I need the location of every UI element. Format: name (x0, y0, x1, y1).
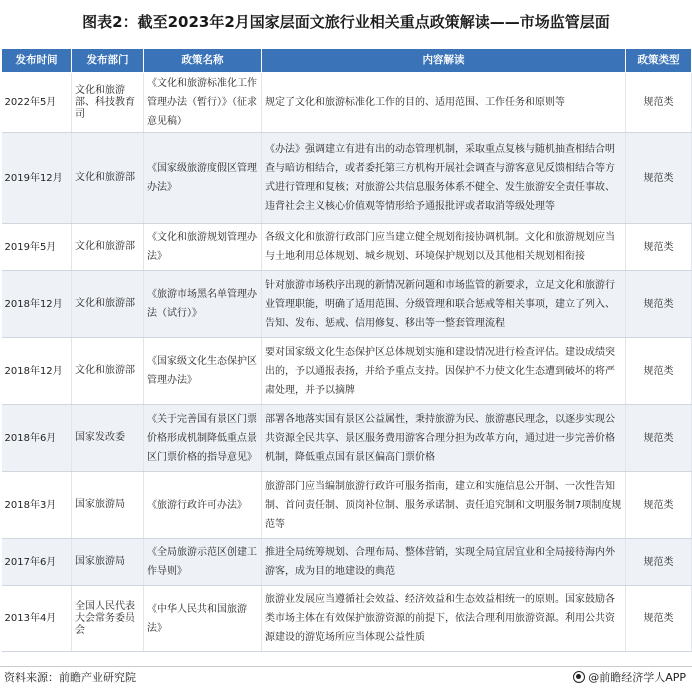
cell-policy-type: 规范类 (626, 224, 692, 271)
policy-table (1, 48, 692, 652)
table-row (2, 586, 692, 652)
cell-dept: 国家旅游局 (72, 472, 144, 539)
cell-dept: 文化和旅游部 (72, 224, 144, 271)
table-row (2, 73, 692, 133)
cell-description: 部署各地落实国有景区公益属性，秉持旅游为民、旅游惠民理念，以逐步实现公共资源全民共享、景区服务费用游客合理分担为改革方向，通过进一步完善价格机制，降低重点国有景区偏高门票价格 (262, 405, 626, 472)
cell-description: 要对国家级文化生态保护区总体规划实施和建设情况进行检查评估。建设成绩突出的，予以通报表扬，并给予重点支持。因保护不力使文化生态遭到破坏的将严肃处理，并予以摘牌 (262, 338, 626, 405)
cell-policy-name: 《文化和旅游规划管理办法》 (144, 224, 262, 271)
cell-policy-type: 规范类 (626, 133, 692, 224)
header-type: 政策类型 (626, 49, 692, 73)
footer-divider (0, 666, 692, 667)
cell-policy-name: 《文化和旅游标准化工作管理办法（暂行）》（征求意见稿） (144, 73, 262, 133)
cell-policy-type: 规范类 (626, 539, 692, 586)
header-name: 政策名称 (144, 49, 262, 73)
chart-title: 图表2：截至2023年2月国家层面文旅行业相关重点政策解读——市场监管层面 (82, 13, 610, 31)
cell-date: 2019年5月 (2, 224, 72, 271)
cell-description: 《办法》强调建立有进有出的动态管理机制，采取重点复核与随机抽查相结合明查与暗访相结合，或者委托第三方机构开展社会调查与游客意见反馈相结合等方式进行管理和复核；对旅游公共信息服务体系不健全、发生旅游安全责任事故、违背社会主义核心价值观等情形给予通报批评或者取消等级处理等 (262, 133, 626, 224)
table-row (2, 133, 692, 224)
cell-policy-name: 《国家级文化生态保护区管理办法》 (144, 338, 262, 405)
cell-dept: 国家旅游局 (72, 539, 144, 586)
cell-policy-name: 《旅游行政许可办法》 (144, 472, 262, 539)
header-dept: 发布部门 (72, 49, 144, 73)
table-row (2, 224, 692, 271)
cell-policy-name: 《关于完善国有景区门票价格形成机制降低重点景区门票价格的指导意见》 (144, 405, 262, 472)
cell-date: 2013年4月 (2, 586, 72, 652)
cell-policy-name: 《中华人民共和国旅游法》 (144, 586, 262, 652)
table-row (2, 338, 692, 405)
brand-credit (573, 668, 686, 688)
qianzhan-logo-icon (573, 671, 585, 683)
cell-policy-type: 规范类 (626, 472, 692, 539)
cell-policy-name: 《全局旅游示范区创建工作导则》 (144, 539, 262, 586)
cell-dept: 全国人民代表大会常务委员会 (72, 586, 144, 652)
table-row (2, 539, 692, 586)
table-row (2, 405, 692, 472)
cell-date: 2018年6月 (2, 405, 72, 472)
brand-label: @前瞻经济学人APP (588, 671, 686, 684)
cell-policy-type: 规范类 (626, 73, 692, 133)
cell-date: 2018年3月 (2, 472, 72, 539)
cell-policy-name: 《国家级旅游度假区管理办法》 (144, 133, 262, 224)
table-row (2, 472, 692, 539)
cell-description: 旅游业发展应当遵循社会效益、经济效益和生态效益相统一的原则。国家鼓励各类市场主体在有效保护旅游资源的前提下，依法合理利用旅游资源。利用公共资源建设的游览场所应当体现公益性质 (262, 586, 626, 652)
header-date: 发布时间 (2, 49, 72, 73)
cell-date: 2018年12月 (2, 271, 72, 338)
cell-description: 推进全局统筹规划、合理布局、整体营销，实现全局宜居宜业和全局接待海内外游客，成为目的地建设的典范 (262, 539, 626, 586)
cell-dept: 文化和旅游部 (72, 338, 144, 405)
cell-date: 2022年5月 (2, 73, 72, 133)
cell-date: 2017年6月 (2, 539, 72, 586)
cell-policy-type: 规范类 (626, 586, 692, 652)
cell-date: 2019年12月 (2, 133, 72, 224)
cell-dept: 国家发改委 (72, 405, 144, 472)
cell-policy-type: 规范类 (626, 271, 692, 338)
source-note: 资料来源：前瞻产业研究院 (4, 671, 136, 684)
cell-policy-name: 《旅游市场黑名单管理办法（试行）》 (144, 271, 262, 338)
table-row (2, 271, 692, 338)
cell-description: 规定了文化和旅游标准化工作的目的、适用范围、工作任务和原则等 (262, 73, 626, 133)
cell-policy-type: 规范类 (626, 338, 692, 405)
cell-dept: 文化和旅游部 (72, 271, 144, 338)
table-header-row (2, 49, 692, 73)
cell-policy-type: 规范类 (626, 405, 692, 472)
header-desc: 内容解读 (262, 49, 626, 73)
cell-description: 旅游部门应当编制旅游行政许可服务指南，建立和实施信息公开制、一次性告知制、首问责任制、顶岗补位制、服务承诺制、责任追究制和文明服务制7项制度规范等 (262, 472, 626, 539)
cell-description: 各级文化和旅游行政部门应当建立健全规划衔接协调机制。文化和旅游规划应当与土地利用总体规划、城乡规划、环境保护规划以及其他相关规划相衔接 (262, 224, 626, 271)
cell-date: 2018年12月 (2, 338, 72, 405)
cell-dept: 文化和旅游部 (72, 133, 144, 224)
cell-dept: 文化和旅游部、科技教育司 (72, 73, 144, 133)
cell-description: 针对旅游市场秩序出现的新情况新问题和市场监管的新要求，立足文化和旅游行业管理职能，明确了适用范围、分级管理和联合惩戒等相关事项，建立了列入、告知、发布、惩戒、信用修复、移出等一整套管理流程 (262, 271, 626, 338)
